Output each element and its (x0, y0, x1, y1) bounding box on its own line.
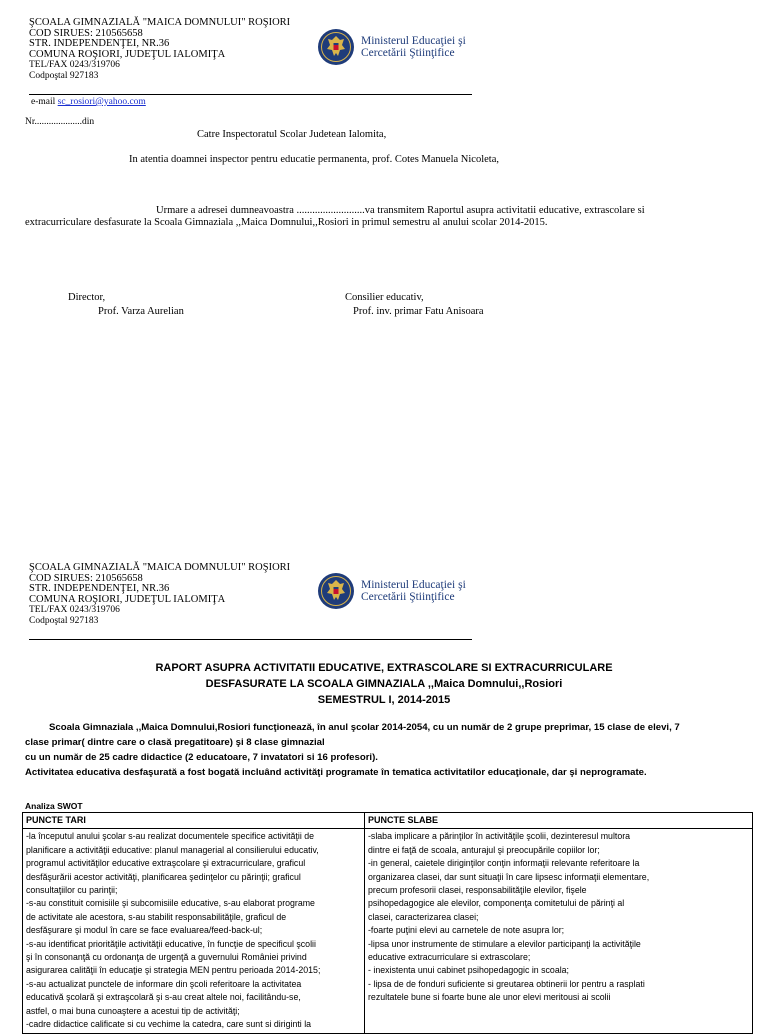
strength-line: -s-au actualizat punctele de informare din şcoli referitoare la activitatea (26, 978, 302, 989)
strength-line: de activitate ale acestora, s-au stabilit responsabilităţile, graficul de (26, 911, 287, 922)
ministry-name-line1: Ministerul Educaţiei şi (361, 35, 466, 47)
school-street: STR. INDEPENDENŢEI, NR.36 (29, 583, 170, 595)
ministry-logo-block (317, 572, 466, 610)
school-telfax: TEL/FAX 0243/319706 (29, 60, 120, 71)
weakness-line: psihopedagogice ale elevilor, componenţa comitetului de părinţi al (368, 898, 625, 909)
school-telfax: TEL/FAX 0243/319706 (29, 605, 120, 616)
ministry-name (361, 35, 466, 59)
ministry-name-line1: Ministerul Educaţiei şi (361, 579, 466, 591)
swot-content-row (23, 829, 753, 1033)
strength-line: -s-au constituit comisiile şi subcomisiile educative, s-au elaborat programe (26, 898, 315, 909)
strength-line: -s-au identificat priorităţile activităţii educative, în funcţie de specificul şcolii (26, 938, 316, 949)
school-cod-sirues: COD SIRUES: 210565658 (29, 572, 143, 584)
school-postal-code: Codpoştal 927183 (29, 615, 99, 626)
weakness-line: - inexistenta unui cabinet psihopedagogic in scoala; (368, 965, 569, 976)
weakness-line: dintre ei faţă de scoala, anturajul şi preocupările copiilor lor; (368, 844, 600, 855)
weakness-line: educative extracurriculare si extrascolare; (368, 952, 531, 963)
school-commune: COMUNA ROŞIORI, JUDEŢUL IALOMIŢA (29, 593, 226, 605)
school-header-top (29, 18, 290, 82)
director-name: Prof. Varza Aurelian (98, 306, 184, 317)
report-title-line3: SEMESTRUL I, 2014-2015 (317, 694, 451, 706)
weakness-line: rezultatele bune si foarte bune ale unor elevi meritousi ai scolii (368, 992, 611, 1003)
weakness-line: precum profesorii clasei, responsabilităţile elevilor, fişele (368, 885, 587, 896)
letter-body-line1: Urmare a adresei dumneavoastra ..........................va transmitem Raportul asupra activitatii educative, extrascolare si (156, 205, 645, 216)
strength-line: consultaţiilor cu parinţii; (26, 885, 118, 896)
intro-line3: cu un număr de 25 cadre didactice (2 educatoare, 7 invatatori si 16 profesori). (25, 752, 378, 763)
email-label: e-mail (31, 97, 56, 107)
strength-line: -la începutul anului şcolar s-au realizat documentele specifice activităţii de (26, 831, 315, 842)
header-divider (29, 94, 472, 95)
recipient-line: Catre Inspectoratul Scolar Judetean Ialomita, (197, 129, 387, 140)
strength-line: asigurarea calităţii în educaţie şi strategia MEN pentru perioada 2014-2015; (26, 965, 321, 976)
weakness-line: -lipsa unor instrumente de stimulare a elevilor participanţi la activităţile (368, 938, 641, 949)
letter-body-line2: extracurriculare desfasurate la Scoala Gimnaziala ,,Maica Domnului,,Rosiori in primul semestru al anului scolar 2014-2015. (25, 217, 548, 228)
weakness-line: - lipsa de de fonduri suficiente si greutarea obtinerii lor pentru a rasplati (368, 978, 645, 989)
director-title: Director, (68, 292, 106, 303)
weakness-line: -foarte puţini elevi au carnetele de note asupra lor; (368, 925, 565, 936)
report-title-line2: DESFASURATE LA SCOALA GIMNAZIALA ,,Maica Domnului,,Rosiori (205, 678, 563, 690)
school-street: STR. INDEPENDENŢEI, NR.36 (29, 38, 170, 50)
ministry-name-line2: Cercetării Ştiinţifice (361, 591, 455, 603)
strength-line: programul activităţilor educative extraşcolare şi extracurriculare, graficul (26, 858, 306, 869)
weaknesses-cell (365, 829, 753, 1033)
school-header-report (29, 563, 290, 627)
swot-header-row (23, 813, 753, 829)
school-name: ŞCOALA GIMNAZIALĂ "MAICA DOMNULUI" ROŞIORI (29, 17, 291, 28)
email-link[interactable]: sc_rosiori@yahoo.com (57, 97, 146, 107)
strength-line: educativă şcolară şi extraşcolară şi s-au creat altele noi, facilitându-se, (26, 992, 301, 1003)
ministry-logo-block (317, 28, 466, 66)
strengths-cell (23, 829, 365, 1033)
school-name: ŞCOALA GIMNAZIALĂ "MAICA DOMNULUI" ROŞIORI (29, 562, 291, 573)
swot-table (22, 812, 753, 1034)
report-title-line1: RAPORT ASUPRA ACTIVITATII EDUCATIVE, EXTRASCOLARE SI EXTRACURRICULARE (155, 662, 613, 674)
weakness-line: -in general, caietele diriginţilor conţin informaţii relevante referitoare la (368, 858, 640, 869)
ministry-name-line2: Cercetării Ştiinţifice (361, 47, 455, 59)
strength-line: desfăşurare şi modul în care se face evaluarea/feed-back-ul; (26, 925, 263, 936)
strengths-header: PUNCTE TARI (23, 813, 365, 829)
intro-line4: Activitatea educativa desfaşurată a fost bogată incluând activităţi programate în tematica activitatilor educaţionale, dar şi neprogramate. (25, 767, 647, 778)
weakness-line: -slaba implicare a părinţilor în activităţile şcolii, dezinteresul multora (368, 831, 631, 842)
ministry-seal-icon (317, 28, 355, 66)
school-commune: COMUNA ROŞIORI, JUDEŢUL IALOMIŢA (29, 48, 226, 60)
school-cod-sirues: COD SIRUES: 210565658 (29, 27, 143, 39)
school-postal-code: Codpoştal 927183 (29, 70, 99, 81)
strength-line: desfăşurării acestor activităţi, planificarea şedinţelor cu părinţii; graficul (26, 871, 301, 882)
strength-line: şi în consonanţă cu ordonanţa de urgenţă a guvernului României privind (26, 952, 307, 963)
attention-line: In atentia doamnei inspector pentru educatie permanenta, prof. Cotes Manuela Nicoleta, (129, 154, 499, 165)
ministry-seal-icon (317, 572, 355, 610)
weakness-line: clasei, caracterizarea clasei; (368, 911, 479, 922)
weakness-line: organizarea clasei, dar sunt situaţii în care lipsesc informaţii elementare, (368, 871, 650, 882)
counselor-name: Prof. inv. primar Fatu Anisoara (353, 306, 484, 317)
registration-number: Nr....................din (25, 117, 95, 127)
intro-line1: Scoala Gimnaziala ,,Maica Domnului,Rosiori funcţionează, în anul şcolar 2014-2054, cu un număr de 2 grupe preprimar, 15 clase de elevi, 7 (49, 722, 680, 733)
intro-line2: clase primar( dintre care o clasă pregatitoare) şi 8 clase gimnazial (25, 737, 325, 748)
header-divider (29, 639, 472, 640)
strength-line: planificare a activităţii educative: planul managerial al consilierului educativ, (26, 844, 319, 855)
email-line (31, 97, 146, 108)
swot-label: Analiza SWOT (25, 801, 83, 811)
strength-line: -cadre didactice calificate si cu vechime la catedra, care sunt si diriginti la (26, 1019, 312, 1030)
strength-line: astfel, o mai buna cunoaştere a acestui tip de activităţi; (26, 1005, 240, 1016)
weaknesses-header: PUNCTE SLABE (365, 813, 753, 829)
counselor-title: Consilier educativ, (345, 292, 424, 303)
ministry-name (361, 579, 466, 603)
